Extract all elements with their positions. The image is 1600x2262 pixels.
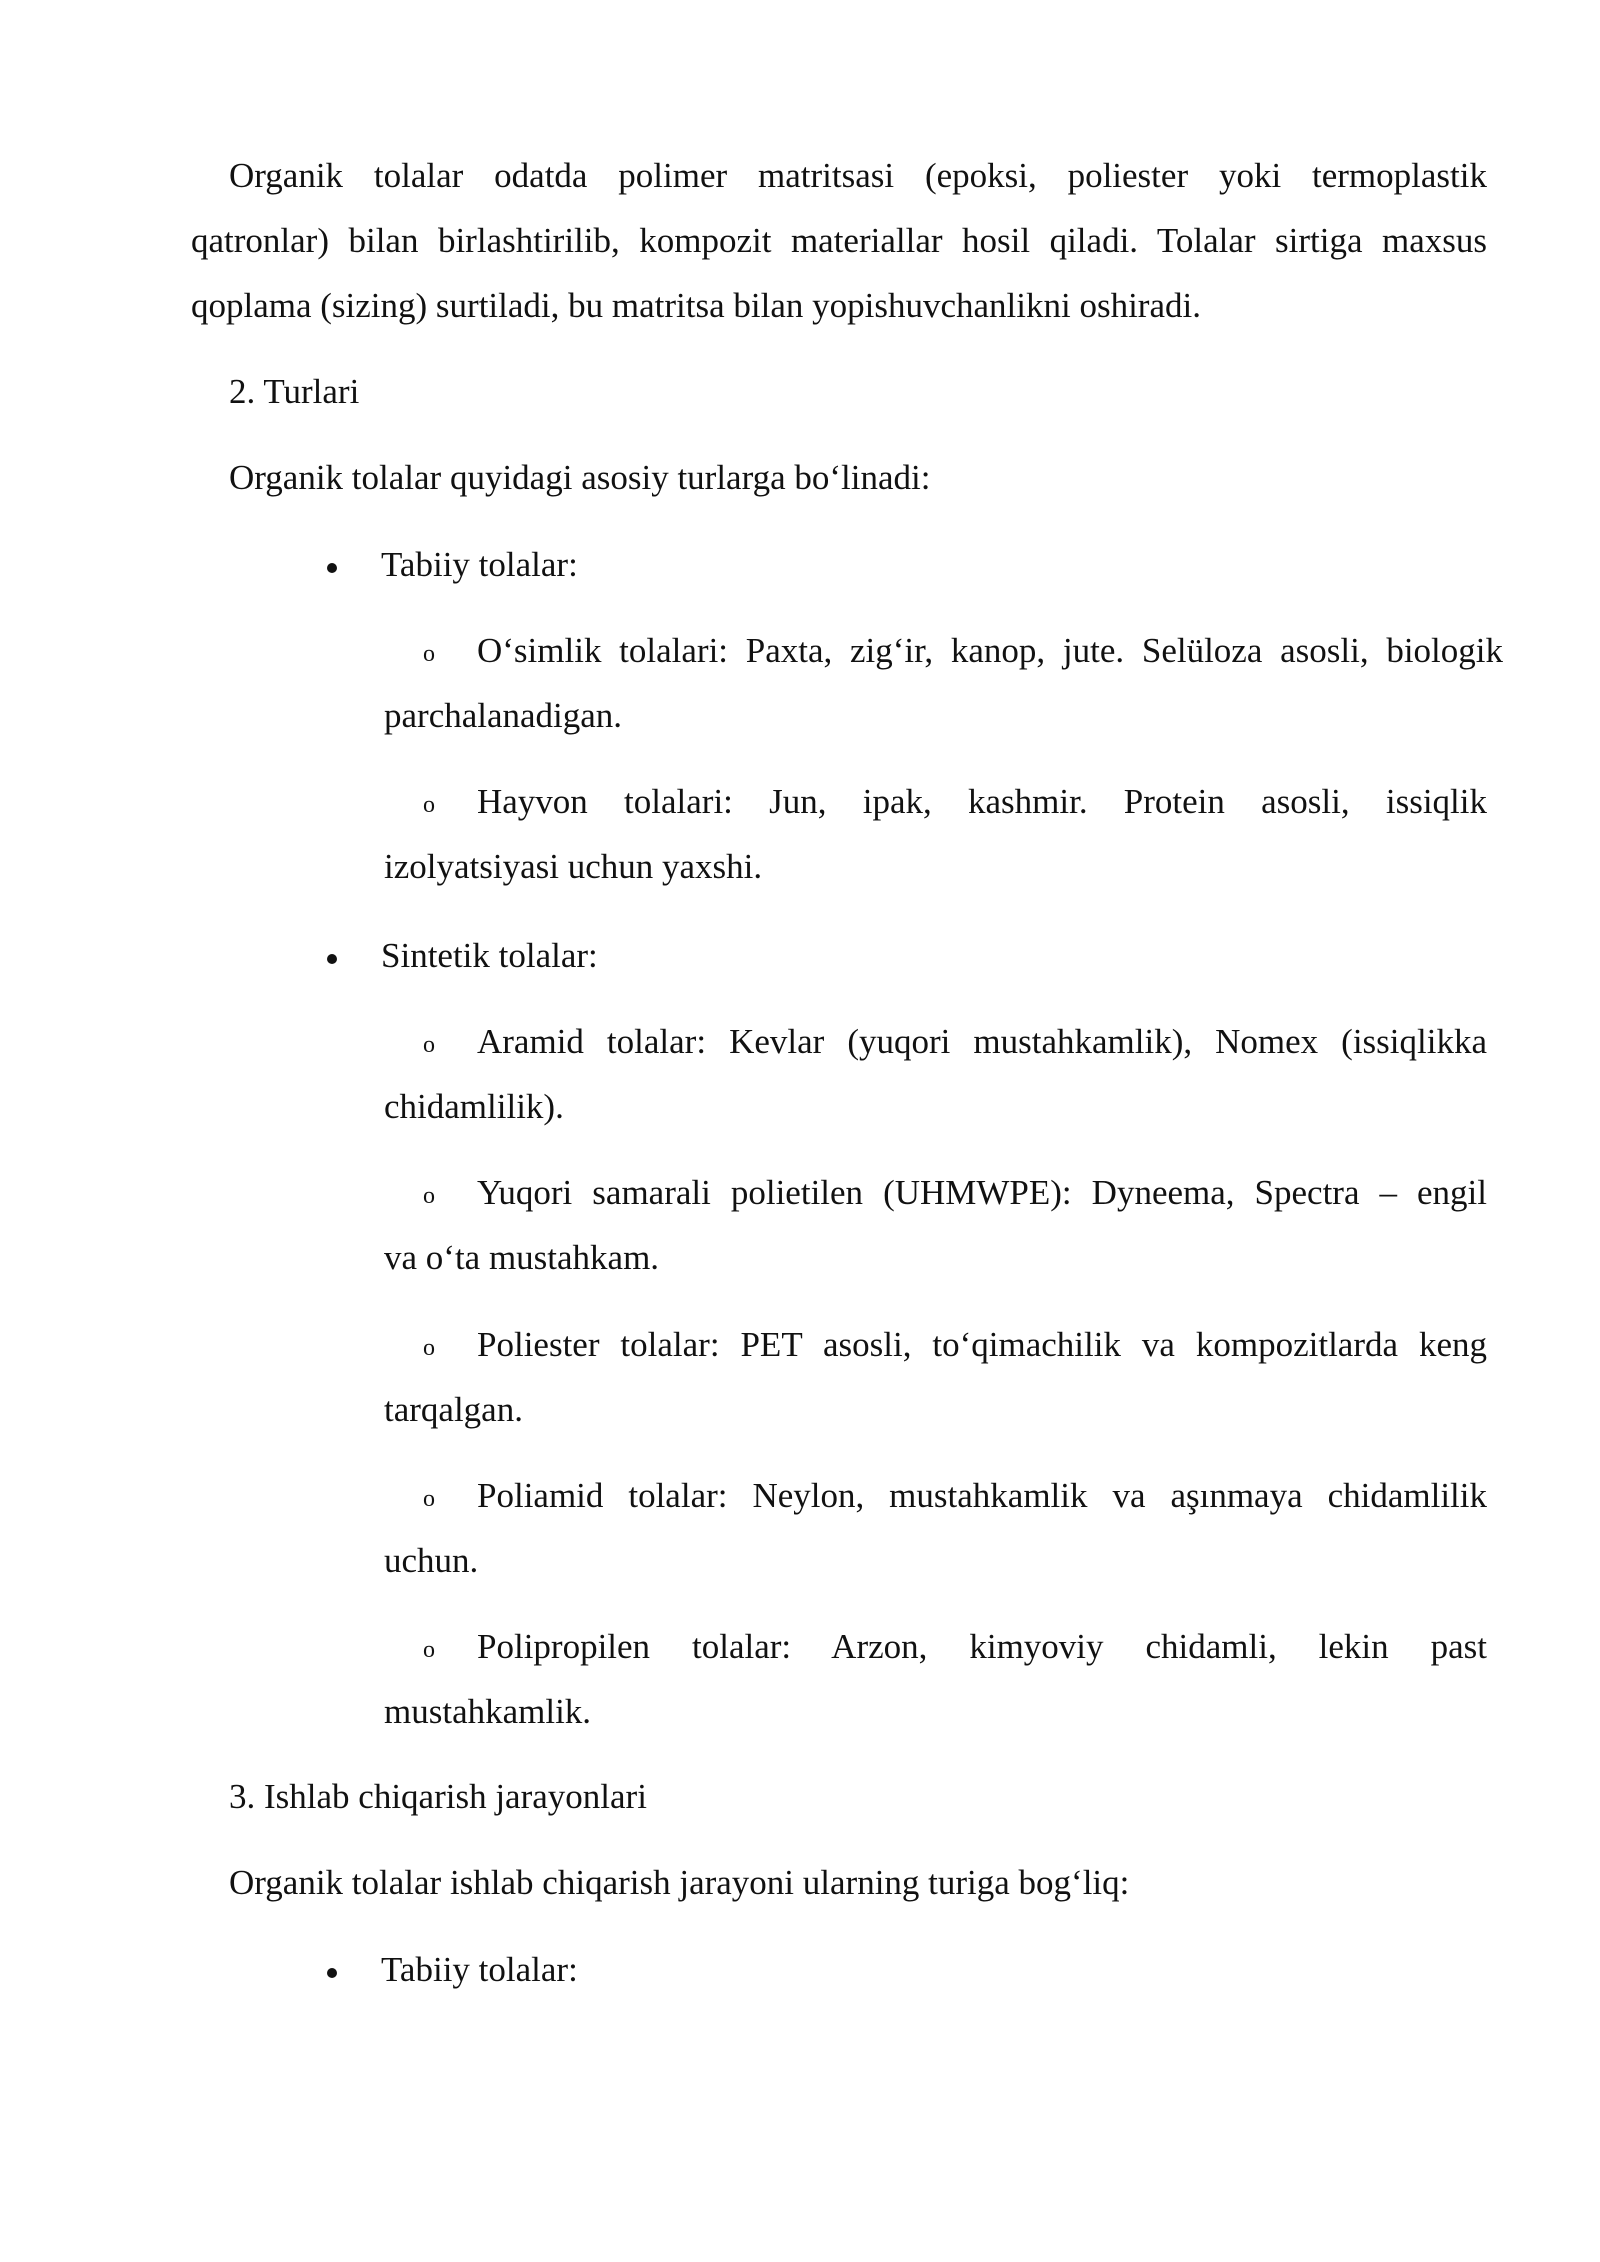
sub-bullet-marker: o [423,792,435,818]
sub-bullet-marker: o [423,1486,435,1512]
intro-line-2: qatronlar) bilan birlashtirilib, kompozit materiallar hosil qiladi. Tolalar sirtiga maxsus [191,221,1487,260]
section-lead-turlari: Organik tolalar quyidagi asosiy turlarga bo‘linadi: [229,458,931,497]
sub-item-line-2: va o‘ta mustahkam. [384,1238,660,1277]
sub-bullet-marker: o [423,1183,435,1209]
sub-item-line-1: Yuqori samarali polietilen (UHMWPE): Dyneema, Spectra – engil [477,1173,1487,1212]
sub-bullet-marker: o [423,641,435,667]
sub-item-line-1: Poliamid tolalar: Neylon, mustahkamlik va aşınmaya chidamlilik [477,1476,1487,1515]
section-lead-ishlab-chiqarish: Organik tolalar ishlab chiqarish jarayoni ularning turiga bog‘liq: [229,1863,1130,1902]
list-item-natural-fibers: Tabiiy tolalar: [381,545,578,584]
sub-item-line-1: Aramid tolalar: Kevlar (yuqori mustahkamlik), Nomex (issiqlikka [477,1022,1487,1061]
sub-item-line-2: chidamlilik). [384,1087,564,1126]
sub-bullet-marker: o [423,1637,435,1663]
sub-bullet-marker: o [423,1335,435,1361]
sub-item-line-2: izolyatsiyasi uchun yaxshi. [384,847,763,886]
bullet-dot [327,954,337,964]
section-heading-turlari: 2. Turlari [229,372,360,411]
sub-bullet-marker: o [423,1032,435,1058]
intro-line-3: qoplama (sizing) surtiladi, bu matritsa bilan yopishuvchanlikni oshiradi. [191,286,1201,325]
list-item-synthetic-fibers: Sintetik tolalar: [381,936,598,975]
sub-item-line-2: tarqalgan. [384,1390,523,1429]
sub-item-line-2: uchun. [384,1541,479,1580]
section-heading-ishlab-chiqarish: 3. Ishlab chiqarish jarayonlari [229,1777,647,1816]
list-item-natural-fibers-production: Tabiiy tolalar: [381,1950,578,1989]
bullet-dot [327,1968,337,1978]
sub-item-line-1: Hayvon tolalari: Jun, ipak, kashmir. Protein asosli, issiqlik [477,782,1487,821]
sub-item-line-2: parchalanadigan. [384,696,623,735]
sub-item-line-1: O‘simlik tolalari: Paxta, zig‘ir, kanop, jute. Selüloza asosli, biologik [477,631,1503,670]
sub-item-line-2: mustahkamlik. [384,1692,592,1731]
intro-line-1: Organik tolalar odatda polimer matritsasi (epoksi, poliester yoki termoplastik [229,156,1487,195]
sub-item-line-1: Polipropilen tolalar: Arzon, kimyoviy chidamli, lekin past [477,1627,1487,1666]
bullet-dot [327,563,337,573]
sub-item-line-1: Poliester tolalar: PET asosli, to‘qimachilik va kompozitlarda keng [477,1325,1487,1364]
